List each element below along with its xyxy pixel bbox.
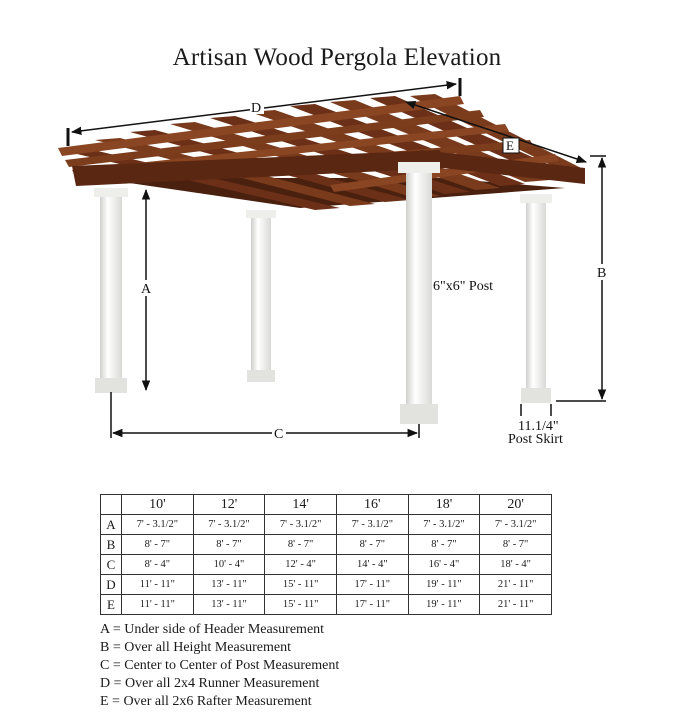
table-row [101, 515, 552, 535]
table-row [101, 555, 552, 575]
table-cell: 8' - 7" [193, 535, 265, 555]
table-cell: 12' - 4" [265, 555, 337, 575]
table-row [101, 595, 552, 615]
label-a: A [141, 282, 152, 297]
table-cell: 15' - 11" [265, 595, 337, 615]
header-corner [101, 495, 122, 515]
table-cell: 18' - 4" [480, 555, 552, 575]
legend-item: A = Under side of Header Measurement [100, 622, 325, 637]
row-label: C [101, 555, 122, 575]
table-cell: 17' - 11" [336, 575, 408, 595]
post-label: 6"x6" Post [433, 279, 494, 294]
table-cell: 21' - 11" [480, 575, 552, 595]
table-cell: 19' - 11" [408, 575, 480, 595]
table-cell: 8' - 7" [480, 535, 552, 555]
header-size: 16' [336, 495, 408, 515]
table-cell: 19' - 11" [408, 595, 480, 615]
measurement-legend [100, 621, 339, 711]
table-cell: 21' - 11" [480, 595, 552, 615]
table-cell: 11' - 11" [122, 575, 194, 595]
label-d: D [251, 101, 262, 116]
table-cell: 10' - 4" [193, 555, 265, 575]
legend-item: B = Over all Height Measurement [100, 640, 292, 655]
row-label: B [101, 535, 122, 555]
dimension-a [139, 190, 153, 390]
table-cell: 8' - 4" [122, 555, 194, 575]
header-size: 12' [193, 495, 265, 515]
table-cell: 7' - 3.1/2" [122, 515, 194, 535]
dimension-post-skirt [508, 404, 563, 447]
table-cell: 13' - 11" [193, 575, 265, 595]
dimension-c [111, 392, 419, 442]
label-e: E [506, 138, 514, 153]
table-cell: 14' - 4" [336, 555, 408, 575]
row-label: D [101, 575, 122, 595]
row-label: E [101, 595, 122, 615]
table-cell: 8' - 7" [408, 535, 480, 555]
table-cell: 17' - 11" [336, 595, 408, 615]
legend-item: E = Over all 2x6 Rafter Measurement [100, 694, 312, 709]
legend-item: C = Center to Center of Post Measurement [100, 658, 340, 673]
header-size: 20' [480, 495, 552, 515]
table-cell: 7' - 3.1/2" [336, 515, 408, 535]
table-cell: 7' - 3.1/2" [265, 515, 337, 535]
table-row [101, 575, 552, 595]
post-back-left [246, 210, 276, 382]
skirt-size-label: 11.1/4" [518, 419, 559, 434]
header-size: 10' [122, 495, 194, 515]
label-c: C [274, 427, 284, 442]
post-front-left [94, 188, 128, 393]
post-back-right [520, 194, 552, 403]
table-cell: 11' - 11" [122, 595, 194, 615]
header-size: 18' [408, 495, 480, 515]
table-cell: 7' - 3.1/2" [480, 515, 552, 535]
table-header-row [101, 495, 552, 515]
label-b: B [597, 266, 607, 281]
diagram-title: Artisan Wood Pergola Elevation [172, 44, 502, 71]
legend-item: D = Over all 2x4 Runner Measurement [100, 676, 320, 691]
table-cell: 8' - 7" [122, 535, 194, 555]
row-label: A [101, 515, 122, 535]
table-cell: 15' - 11" [265, 575, 337, 595]
table-row [101, 535, 552, 555]
table-cell: 7' - 3.1/2" [193, 515, 265, 535]
table-cell: 7' - 3.1/2" [408, 515, 480, 535]
table-cell: 8' - 7" [265, 535, 337, 555]
table-cell: 16' - 4" [408, 555, 480, 575]
dimension-b [556, 156, 609, 401]
header-size: 14' [265, 495, 337, 515]
table-cell: 8' - 7" [336, 535, 408, 555]
table-cell: 13' - 11" [193, 595, 265, 615]
skirt-name-label: Post Skirt [508, 432, 563, 447]
measurements-table [100, 494, 552, 615]
